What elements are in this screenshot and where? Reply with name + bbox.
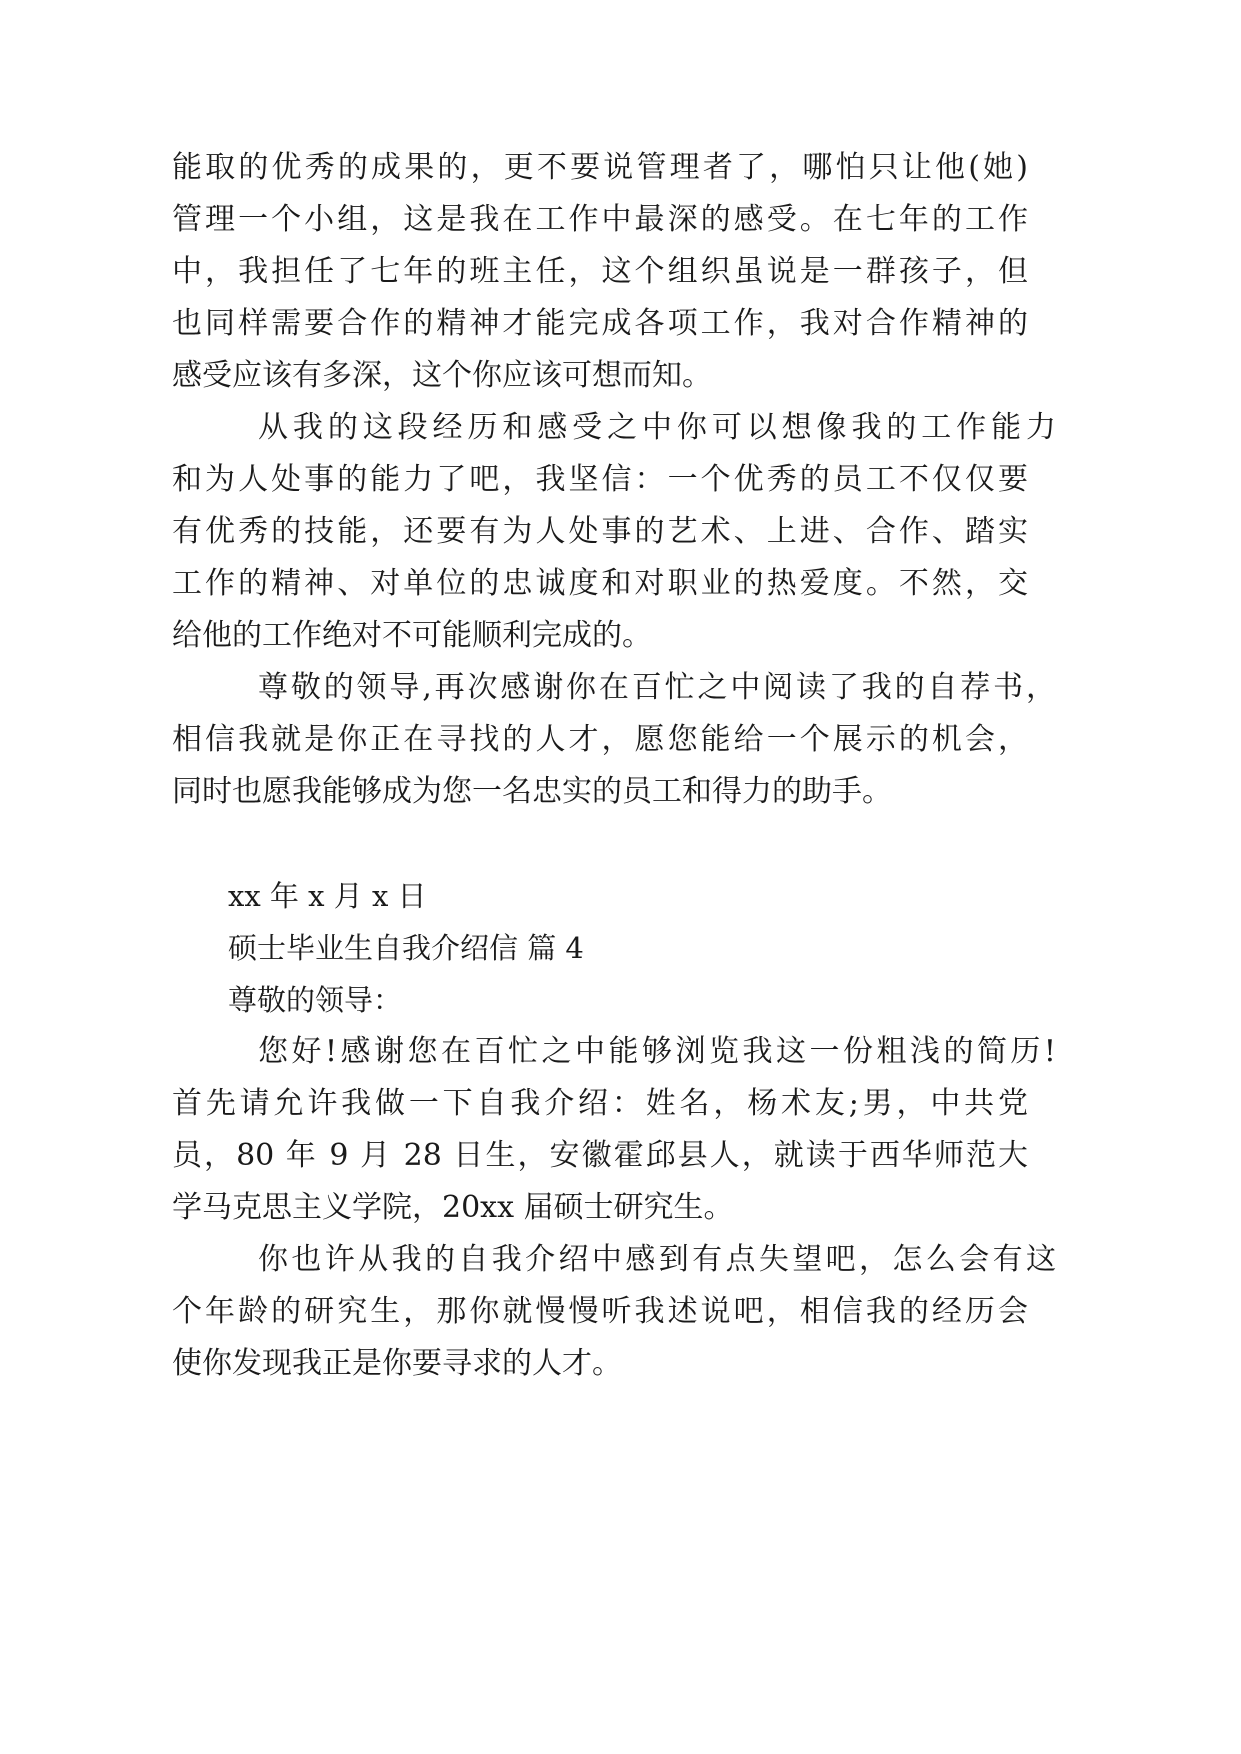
paragraph-3-line-2: 相信我就是你正在寻找的人才，愿您能给一个展示的机会， xyxy=(172,722,1028,757)
paragraph-5-line-1: 你也许从我的自我介绍中感到有点失望吧，怎么会有这 xyxy=(258,1242,1056,1277)
paragraph-2-line-5: 给他的工作绝对不可能顺利完成的。 xyxy=(172,618,652,653)
paragraph-3-line-1: 尊敬的领导,再次感谢你在百忙之中阅读了我的自荐书， xyxy=(258,670,1056,705)
paragraph-3-line-3: 同时也愿我能够成为您一名忠实的员工和得力的助手。 xyxy=(172,774,892,809)
paragraph-1-line-4: 也同样需要合作的精神才能完成各项工作，我对合作精神的 xyxy=(172,306,1028,341)
paragraph-5-line-2: 个年龄的研究生，那你就慢慢听我述说吧，相信我的经历会 xyxy=(172,1294,1028,1329)
letter-date: xx 年 x 月 x 日 xyxy=(228,879,427,913)
paragraph-1-line-2: 管理一个小组，这是我在工作中最深的感受。在七年的工作 xyxy=(172,202,1028,237)
paragraph-1-line-3: 中，我担任了七年的班主任，这个组织虽说是一群孩子，但 xyxy=(172,254,1028,289)
paragraph-4-line-2: 首先请允许我做一下自我介绍：姓名，杨术友;男，中共党 xyxy=(172,1086,1028,1121)
paragraph-4-line-1: 您好!感谢您在百忙之中能够浏览我这一份粗浅的简历! xyxy=(258,1034,1056,1069)
paragraph-2-line-2: 和为人处事的能力了吧，我坚信：一个优秀的员工不仅仅要 xyxy=(172,462,1028,497)
paragraph-1-line-5: 感受应该有多深，这个你应该可想而知。 xyxy=(172,358,712,393)
salutation: 尊敬的领导： xyxy=(228,983,403,1017)
paragraph-2-line-4: 工作的精神、对单位的忠诚度和对职业的热爱度。不然，交 xyxy=(172,566,1028,601)
paragraph-2-line-3: 有优秀的技能，还要有为人处事的艺术、上进、合作、踏实 xyxy=(172,514,1028,549)
paragraph-2-line-1: 从我的这段经历和感受之中你可以想像我的工作能力 xyxy=(258,410,1056,445)
paragraph-4-line-4: 学马克思主义学院，20xx 届硕士研究生。 xyxy=(172,1190,734,1225)
section-title: 硕士毕业生自我介绍信 篇 4 xyxy=(228,931,584,965)
paragraph-5-line-3: 使你发现我正是你要寻求的人才。 xyxy=(172,1346,622,1381)
paragraph-4-line-3: 员，80 年 9 月 28 日生，安徽霍邱县人，就读于西华师范大 xyxy=(172,1138,1028,1173)
paragraph-1-line-1: 能取的优秀的成果的，更不要说管理者了，哪怕只让他(她) xyxy=(172,150,1028,185)
